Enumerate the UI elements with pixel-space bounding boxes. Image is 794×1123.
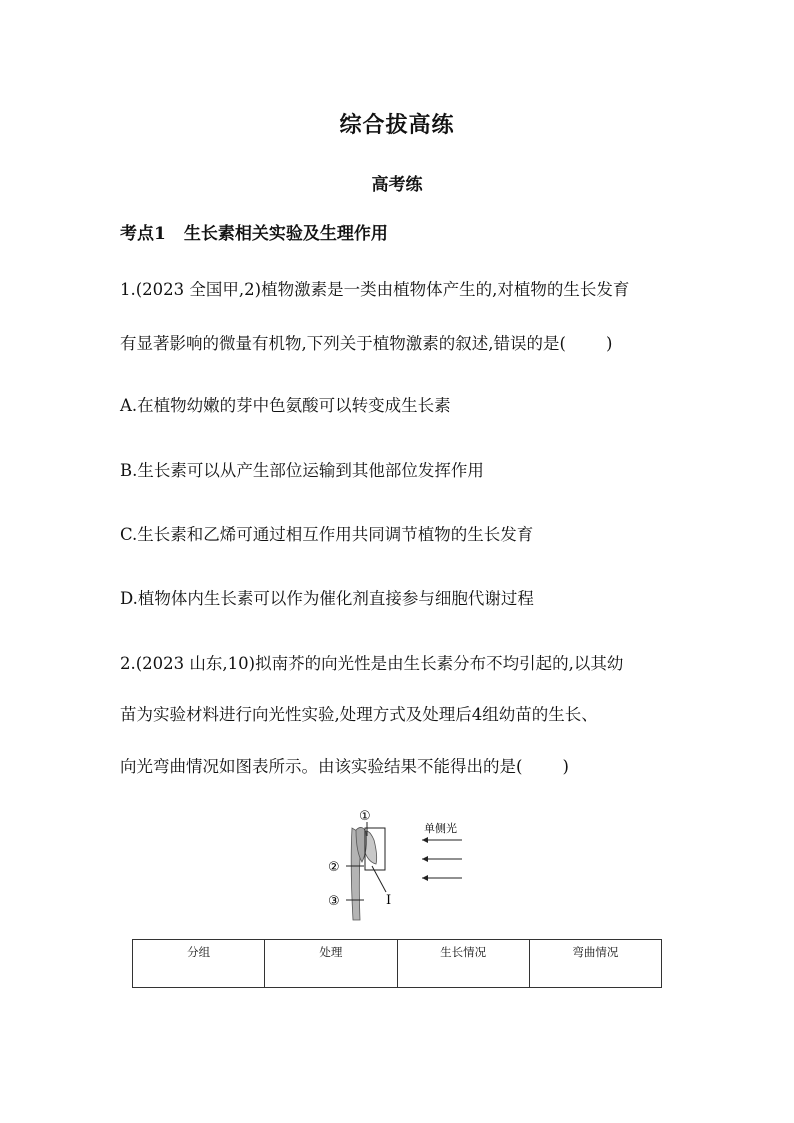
answer-paren-close: ) <box>562 757 569 776</box>
page-title: 综合拔高练 <box>339 112 455 138</box>
light-label: 单侧光 <box>424 822 457 835</box>
light-arrow <box>422 875 428 881</box>
question1-line2 <box>120 330 612 354</box>
question2-line1: 2.(2023 山东,10)拟南芥的向光性是由生长素分布不均引起的,以其幼 <box>120 654 624 673</box>
region-label: I <box>386 893 392 908</box>
marker-1-label: ① <box>359 809 371 824</box>
table-header-row <box>133 940 662 988</box>
marker-2-label: ② <box>328 860 340 875</box>
section-label: 考点1 <box>120 224 166 244</box>
question2-line3 <box>120 753 569 777</box>
question2-line2: 苗为实验材料进行向光性实验,处理方式及处理后4组幼苗的生长、 <box>120 705 598 724</box>
table-header-cell: 生长情况 <box>397 940 529 988</box>
marker-3-label: ③ <box>328 894 340 909</box>
light-arrow <box>422 856 428 862</box>
seedling-figure <box>322 806 472 924</box>
results-table <box>132 939 662 988</box>
question2-stem-end: 向光弯曲情况如图表所示。由该实验结果不能得出的是( <box>120 757 523 776</box>
option-d: D.植物体内生长素可以作为催化剂直接参与细胞代谢过程 <box>120 589 534 608</box>
page-subtitle: 高考练 <box>371 175 423 195</box>
section-heading <box>120 219 388 244</box>
answer-paren-close: ) <box>605 334 613 353</box>
table-header-cell: 弯曲情况 <box>529 940 661 988</box>
option-a: A.在植物幼嫩的芽中色氨酸可以转变成生长素 <box>120 396 451 415</box>
option-b: B.生长素可以从产生部位运输到其他部位发挥作用 <box>120 461 484 480</box>
question1-line1: 1.(2023 全国甲,2)植物激素是一类由植物体产生的,对植物的生长发育 <box>120 280 630 299</box>
section-title: 生长素相关实验及生理作用 <box>183 224 388 244</box>
table-header-cell: 处理 <box>265 940 397 988</box>
light-arrow <box>422 837 428 843</box>
table-header-cell: 分组 <box>133 940 265 988</box>
option-c: C.生长素和乙烯可通过相互作用共同调节植物的生长发育 <box>120 525 534 544</box>
question1-stem-end: 有显著影响的微量有机物,下列关于植物激素的叙述,错误的是( <box>120 334 566 353</box>
